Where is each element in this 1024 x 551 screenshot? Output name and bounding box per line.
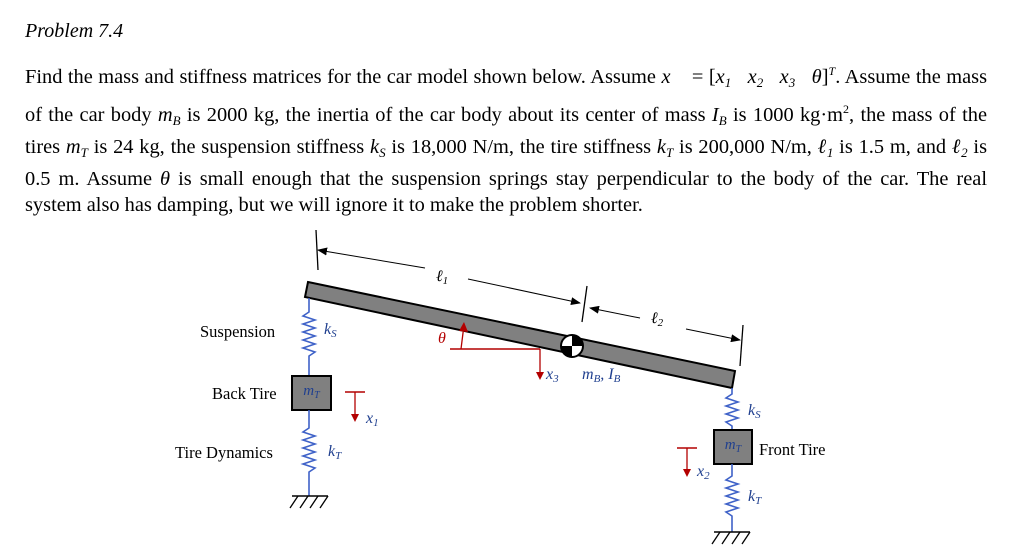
sym-k: k: [328, 443, 336, 460]
sym-l: ℓ: [436, 268, 443, 285]
var-theta: θ: [160, 168, 171, 190]
sym-sub: 1: [373, 417, 379, 429]
label-mB-IB: [582, 366, 620, 385]
var-x1: x: [715, 66, 725, 88]
label-x1: [366, 410, 379, 429]
sym-sub: S: [755, 409, 761, 421]
label-mT-front: [714, 437, 752, 455]
front-tire-spring-icon: [726, 464, 738, 532]
text-segment: is 1.5 m, and: [833, 136, 952, 158]
label-kT-back: [328, 443, 341, 462]
sym-sub: B: [593, 373, 601, 385]
sym-x: x: [697, 463, 705, 480]
sym-m: m: [303, 383, 315, 399]
sym-sub: T: [314, 390, 320, 401]
sym-sub: T: [335, 450, 342, 462]
sym-m: m: [582, 366, 594, 383]
sym-x: x: [366, 410, 374, 427]
var-x2: x: [747, 66, 757, 88]
x2-arrow: [677, 448, 697, 477]
sym-l: ℓ: [651, 310, 658, 327]
label-front-tire: Front Tire: [759, 440, 826, 459]
sym-sub: T: [735, 444, 742, 455]
label-ks-back: [324, 321, 337, 340]
x3-arrow: [536, 349, 544, 380]
text-segment: , the mass of the tires: [25, 104, 987, 158]
back-suspension-spring-icon: [303, 298, 315, 376]
var-mT: m: [65, 136, 81, 158]
label-mT-back: [292, 383, 331, 401]
sym-x: x: [546, 366, 554, 383]
problem-title: Problem 7.4: [25, 20, 124, 42]
label-back-tire: Back Tire: [212, 384, 277, 403]
sub-3: 3: [788, 75, 796, 90]
front-suspension-spring-icon: [726, 388, 738, 432]
sub-B: B: [172, 113, 181, 128]
dimension-center-tick: [582, 286, 587, 322]
x1-arrow: [345, 392, 365, 422]
var-mB: m: [157, 104, 173, 126]
sym-comma: ,: [600, 366, 605, 383]
label-x3: [546, 366, 559, 385]
sub-1: 1: [826, 145, 834, 160]
sym-k: k: [748, 402, 756, 419]
sub-2: 2: [756, 75, 764, 90]
var-l2: ℓ: [951, 136, 962, 158]
var-theta: θ: [811, 66, 822, 88]
sup-2: 2: [843, 102, 850, 116]
car-body-beam: [305, 282, 735, 388]
label-x2: [697, 463, 710, 482]
sub-2: 2: [961, 145, 968, 160]
sym-sub: S: [331, 328, 337, 340]
label-suspension: Suspension: [200, 322, 276, 341]
sym-I: I: [608, 366, 614, 383]
text-segment: Find the mass and stiffness matrices for the car model shown below. Assume: [25, 66, 662, 88]
sub-T: T: [80, 145, 88, 160]
sym-sub: 2: [657, 317, 664, 329]
label-l2: [651, 310, 663, 329]
text-segment: is 1000 kg·m: [726, 104, 844, 126]
var-l1: ℓ: [817, 136, 827, 158]
sym-m: m: [724, 437, 736, 453]
sub-S: S: [379, 145, 386, 160]
text-segment: ]: [821, 66, 829, 88]
sym-sub: T: [755, 495, 762, 507]
front-ground-icon: [712, 532, 750, 544]
label-kT-front: [748, 488, 761, 507]
vector-x: x⃗: [661, 66, 687, 88]
sym-k: k: [324, 321, 332, 338]
label-l1: [436, 268, 448, 287]
text-segment: = [: [686, 66, 716, 88]
text-segment: is small enough that the suspension springs stay perpendicular to the body of the car. The real system also has damping, but we will ignore it to make the problem shorter.: [25, 168, 987, 216]
sub-B: B: [718, 113, 727, 128]
text-segment: Assume the mass of the car body: [25, 66, 988, 126]
label-tire-dynamics: Tire Dynamics: [175, 443, 273, 462]
center-of-mass-icon: [561, 335, 583, 357]
label-ks-front: [748, 402, 761, 421]
text-segment: .: [835, 66, 841, 88]
text-segment: is 0.5 m. Assume: [25, 136, 987, 190]
sub-T: T: [665, 145, 674, 160]
var-kT: k: [656, 136, 666, 158]
var-IB: I: [711, 104, 719, 126]
sym-sub: 2: [704, 470, 710, 482]
sym-k: k: [748, 488, 756, 505]
sym-sub: 3: [553, 373, 559, 385]
sym-sub: B: [613, 373, 621, 385]
back-tire-spring-icon: [303, 410, 315, 496]
text-segment: is 18,000 N/m, the tire stiffness: [385, 136, 657, 158]
sym-sub: 1: [442, 275, 449, 287]
label-theta: θ: [438, 330, 446, 347]
text-segment: is 200,000 N/m,: [673, 136, 818, 158]
back-ground-icon: [290, 496, 328, 508]
text-segment: is 2000 kg, the inertia of the car body about its center of mass: [180, 104, 712, 126]
sub-1: 1: [724, 75, 732, 90]
var-x3: x: [779, 66, 789, 88]
var-kS: k: [370, 136, 380, 158]
text-segment: is 24 kg, the suspension stiffness: [87, 136, 371, 158]
sup-T: T: [828, 64, 836, 78]
